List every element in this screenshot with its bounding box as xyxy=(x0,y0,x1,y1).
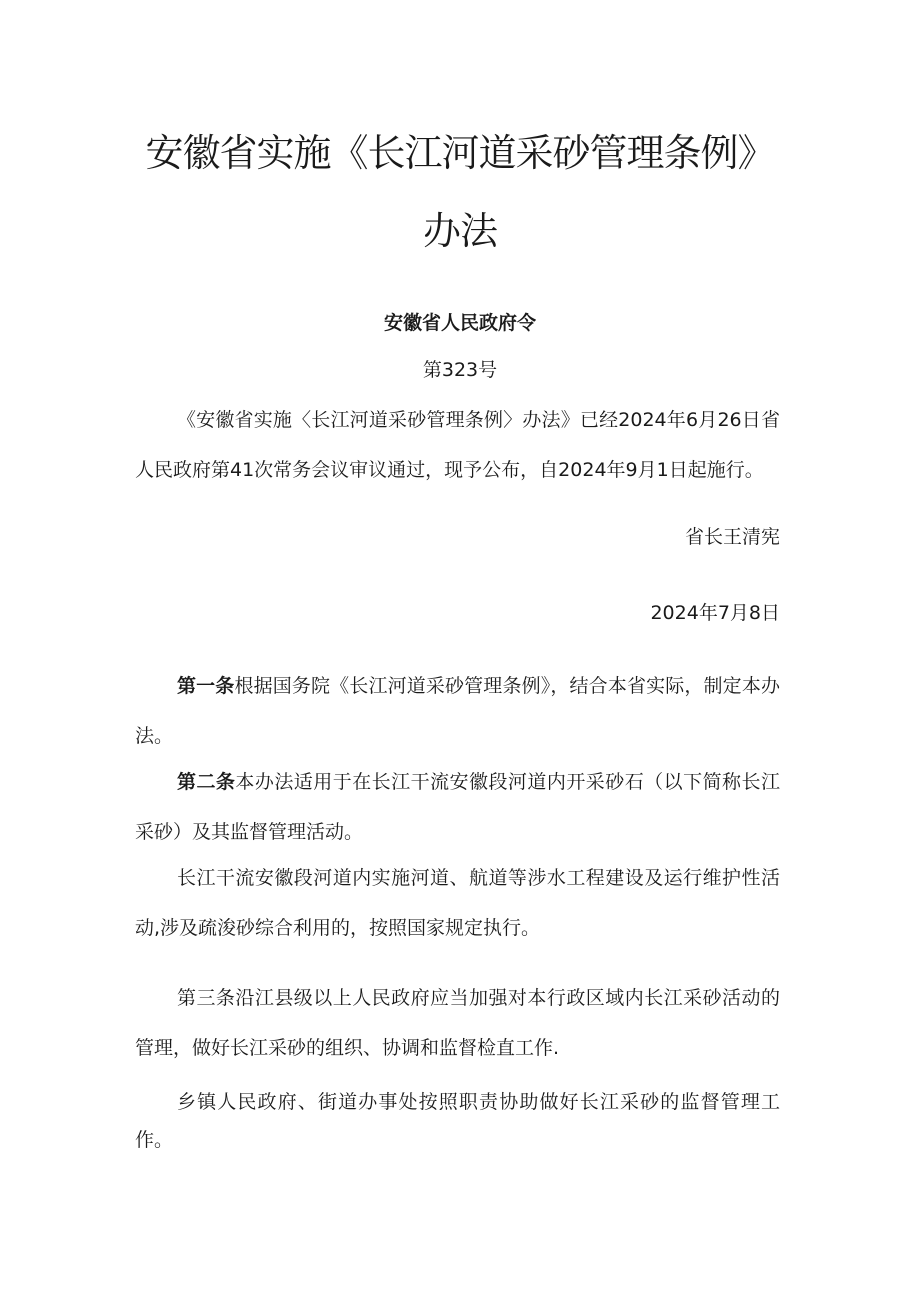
article-paragraph xyxy=(135,757,780,857)
article-text: 乡镇人民政府、街道办事处按照职责协助做好长江采砂的监督管理工作。 xyxy=(135,1091,780,1151)
article-label: 第一条 xyxy=(177,675,235,697)
document-title-line-1: 安徽省实施《长江河道采砂管理条例》 xyxy=(145,131,775,175)
decree-number: 第323号 xyxy=(422,359,498,381)
decree-heading: 安徽省人民政府令 xyxy=(383,312,536,334)
signer: 省长王清宪 xyxy=(684,526,780,548)
article-paragraph xyxy=(135,1083,780,1159)
article-paragraph xyxy=(135,661,780,761)
article-text: 长江干流安徽段河道内实施河道、航道等涉水工程建设及运行维护性活动,涉及疏浚砂综合利用的，按照国家规定执行。 xyxy=(135,867,780,939)
article-paragraph xyxy=(135,973,780,1073)
article-text: 本办法适用于在长江干流安徽段河道内开采砂石（以下简称长江采砂）及其监督管理活动。 xyxy=(135,771,780,843)
article-text: 根据国务院《长江河道采砂管理条例》，结合本省实际，制定本办法。 xyxy=(135,675,780,747)
article-label: 第二条 xyxy=(177,771,236,793)
intro-paragraph: 《安徽省实施〈长江河道采砂管理条例〉办法》已经2024年6月26日省人民政府第41次常务会议审议通过，现予公布，自2024年9月1日起施行。 xyxy=(135,409,780,481)
issue-date: 2024年7月8日 xyxy=(650,602,780,624)
article-paragraph xyxy=(135,853,780,953)
article-text: 第三条沿江县级以上人民政府应当加强对本行政区域内长江采砂活动的管理，做好长江采砂的组织、协调和监督检直工作. xyxy=(135,987,780,1059)
document-title-line-2: 办法 xyxy=(422,209,497,253)
